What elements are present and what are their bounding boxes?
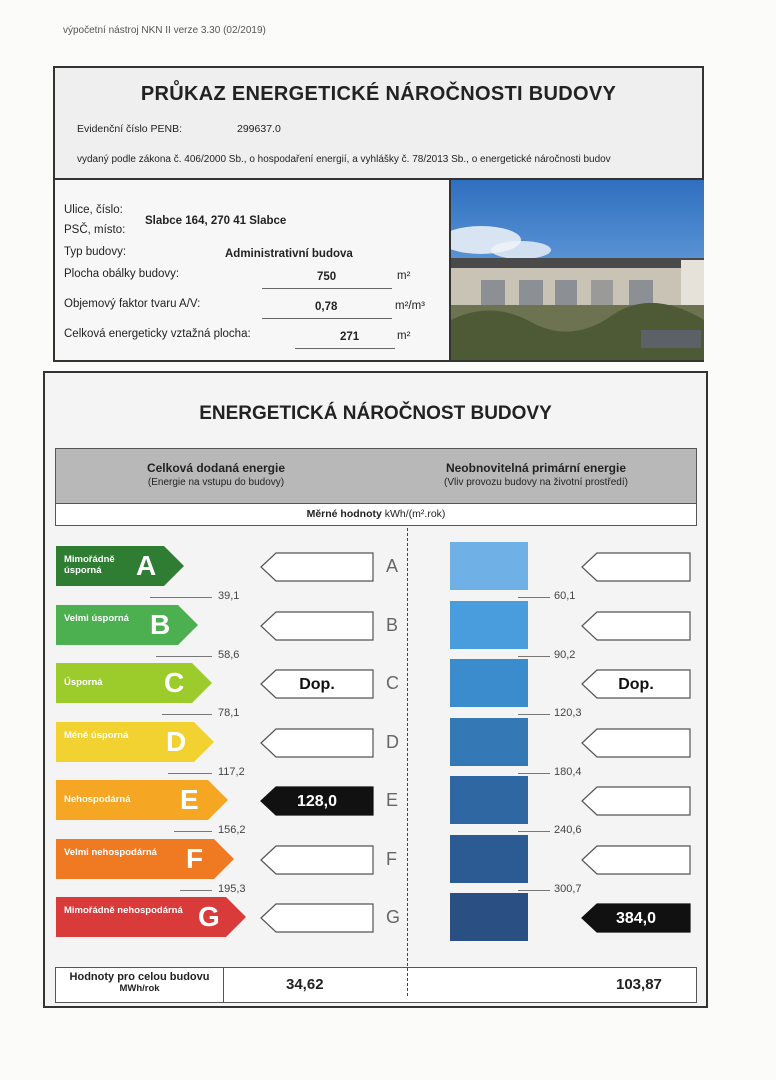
delivered-energy-pointer-b [260, 611, 374, 641]
shape-factor-label: Objemový faktor tvaru A/V: [64, 298, 201, 310]
class-name-d: Méně úsporná [64, 729, 129, 741]
delivered-energy-pointer-text-c: Dop. [299, 676, 335, 693]
energy-area-value: 271 [340, 331, 360, 343]
delivered-limit-a: 39,1 [218, 590, 240, 602]
shape-factor-value: 0,78 [315, 301, 338, 313]
delivered-limit-d: 117,2 [218, 765, 245, 778]
class-letter-b: B [150, 608, 171, 640]
energy-area-label: Celková energeticky vztažná plocha: [64, 328, 251, 340]
penb-number-value: 299637.0 [237, 123, 281, 135]
primary-energy-square-a [450, 542, 528, 590]
delivered-limit-line-d [168, 773, 212, 774]
class-letter-g: G [198, 901, 220, 932]
class-arrow-d [56, 722, 214, 762]
primary-energy-square-b [450, 601, 528, 649]
class-letter-f: F [186, 842, 204, 874]
specific-values-label: Měrné hodnoty [306, 508, 382, 520]
delivered-limit-line-e [174, 831, 212, 832]
shape-factor-unit: m²/m³ [395, 300, 426, 312]
penb-number-label: Evidenční číslo PENB: [77, 123, 183, 135]
class-name-f: Velmi nehospodárná [64, 846, 157, 858]
envelope-area-unit: m² [397, 270, 411, 282]
delivered-limit-line-f [180, 890, 212, 891]
scale-letter-b: B [386, 614, 399, 635]
primary-energy-pointer-g [581, 903, 691, 933]
delivered-limit-line-b [156, 656, 212, 657]
primary-energy-pointer-e [581, 786, 691, 816]
totals-row [55, 967, 697, 1003]
primary-limit-c: 120,3 [554, 707, 582, 719]
underline [262, 318, 392, 319]
primary-limit-a: 60,1 [554, 590, 576, 602]
column-divider [407, 528, 408, 996]
primary-energy-square-d [450, 718, 528, 766]
primary-limit-line-c [518, 714, 550, 715]
certificate-title: PRŮKAZ ENERGETICKÉ NÁROČNOSTI BUDOVY [140, 83, 617, 105]
delivered-limit-c: 78,1 [218, 707, 240, 719]
primary-limit-d: 180,4 [554, 765, 582, 778]
underline [262, 288, 392, 289]
primary-energy-square-f [450, 835, 528, 883]
class-arrow-f [56, 839, 234, 879]
envelope-area-value: 750 [317, 271, 337, 283]
primary-energy-subtitle: (Vliv provozu budovy na životní prostředí) [444, 477, 628, 488]
primary-energy-pointer-text-c: Dop. [618, 676, 654, 693]
zip-label: PSČ, místo: [64, 224, 126, 236]
header-panel [55, 68, 702, 180]
primary-energy-pointer-c [581, 669, 691, 699]
address-value: Slabce 164, 270 41 Slabce [145, 215, 287, 227]
class-name-b: Velmi úsporná [64, 612, 129, 624]
class-letter-c: C [164, 667, 185, 698]
class-arrow-a [56, 546, 184, 586]
primary-limit-line-a [518, 597, 550, 598]
scale-letter-d: D [386, 731, 399, 752]
primary-energy-pointer-a [581, 552, 691, 582]
specific-values-row [55, 504, 697, 526]
scale-letter-g: G [386, 907, 401, 927]
street-label: Ulice, číslo: [64, 204, 123, 216]
totals-label-cell [56, 968, 224, 1002]
delivered-energy-pointer-g [260, 903, 374, 933]
totals-label: Hodnoty pro celou budovu [69, 971, 210, 983]
total-primary-energy: 103,87 [616, 976, 662, 993]
class-letter-e: E [180, 784, 199, 815]
class-arrow-b [56, 605, 198, 645]
delivered-energy-pointer-f [260, 845, 374, 875]
legal-basis: vydaný podle zákona č. 406/2000 Sb., o hospodaření energií, a vyhlášky č. 78/2013 Sb., o energetické náročnosti budov [77, 154, 611, 165]
scale-letter-a: A [386, 556, 399, 576]
building-type-label: Typ budovy: [64, 246, 127, 258]
energy-area-unit: m² [397, 330, 411, 342]
total-delivered-energy: 34,62 [286, 976, 324, 993]
totals-unit: MWh/rok [119, 983, 160, 994]
primary-limit-f: 300,7 [554, 882, 582, 895]
delivered-energy-subtitle: (Energie na vstupu do budovy) [147, 477, 285, 488]
primary-limit-line-e [518, 831, 550, 832]
primary-limit-line-b [518, 656, 550, 657]
primary-limit-b: 90,2 [554, 648, 576, 661]
delivered-limit-line-a [150, 597, 212, 598]
delivered-energy-title: Celková dodaná energie [146, 461, 286, 475]
delivered-limit-b: 58,6 [218, 648, 240, 661]
building-photo [449, 180, 704, 360]
delivered-energy-pointer-text-e: 128,0 [296, 793, 338, 810]
scale-letter-e: E [386, 790, 399, 810]
building-info [55, 180, 449, 360]
envelope-area-label: Plocha obálky budovy: [64, 268, 180, 280]
primary-limit-line-f [518, 890, 550, 891]
primary-energy-pointer-b [581, 611, 691, 641]
scale-letter-f: F [386, 848, 397, 869]
delivered-limit-line-c [162, 714, 212, 715]
primary-energy-title: Neobnovitelná primární energie [445, 461, 627, 475]
rating-title: ENERGETICKÁ NÁROČNOST BUDOVY [199, 403, 552, 424]
delivered-limit-e: 156,2 [218, 824, 246, 836]
primary-limit-line-d [518, 773, 550, 774]
column-headers [55, 448, 697, 504]
delivered-energy-pointer-a [260, 552, 374, 582]
scale-letter-c: C [386, 673, 399, 693]
primary-energy-pointer-d [581, 728, 691, 758]
primary-energy-square-c [450, 659, 528, 707]
delivered-energy-pointer-d [260, 728, 374, 758]
class-arrow-e [56, 780, 228, 820]
primary-energy-square-e [450, 776, 528, 824]
class-arrow-shape-d [56, 722, 214, 762]
class-letter-d: D [166, 725, 187, 757]
primary-limit-e: 240,6 [554, 824, 582, 836]
delivered-energy-pointer-c [260, 669, 374, 699]
delivered-energy-header [56, 461, 376, 488]
class-name-g: Mimořádně nehospodárná [64, 905, 183, 916]
class-name-e: Nehospodárná [64, 794, 131, 805]
class-arrow-c [56, 663, 212, 703]
certificate-header-box [53, 66, 704, 362]
class-arrow-shape-b [56, 605, 198, 645]
class-arrow-g [56, 897, 246, 937]
class-arrow-shape-f [56, 839, 234, 879]
primary-energy-pointer-f [581, 845, 691, 875]
delivered-limit-f: 195,3 [218, 882, 246, 895]
delivered-energy-pointer-e [260, 786, 374, 816]
class-name-a: Mimořádně úsporná [64, 554, 115, 576]
software-version: výpočetní nástroj NKN II verze 3.30 (02/2019) [63, 25, 266, 36]
specific-values-unit: kWh/(m².rok) [384, 508, 446, 520]
class-letter-a: A [136, 550, 157, 581]
building-type-value: Administrativní budova [225, 248, 353, 260]
primary-energy-header [376, 461, 696, 488]
primary-energy-pointer-text-g: 384,0 [615, 910, 657, 927]
class-name-c: Úsporná [64, 677, 103, 688]
primary-energy-square-g [450, 893, 528, 941]
underline [295, 348, 395, 349]
